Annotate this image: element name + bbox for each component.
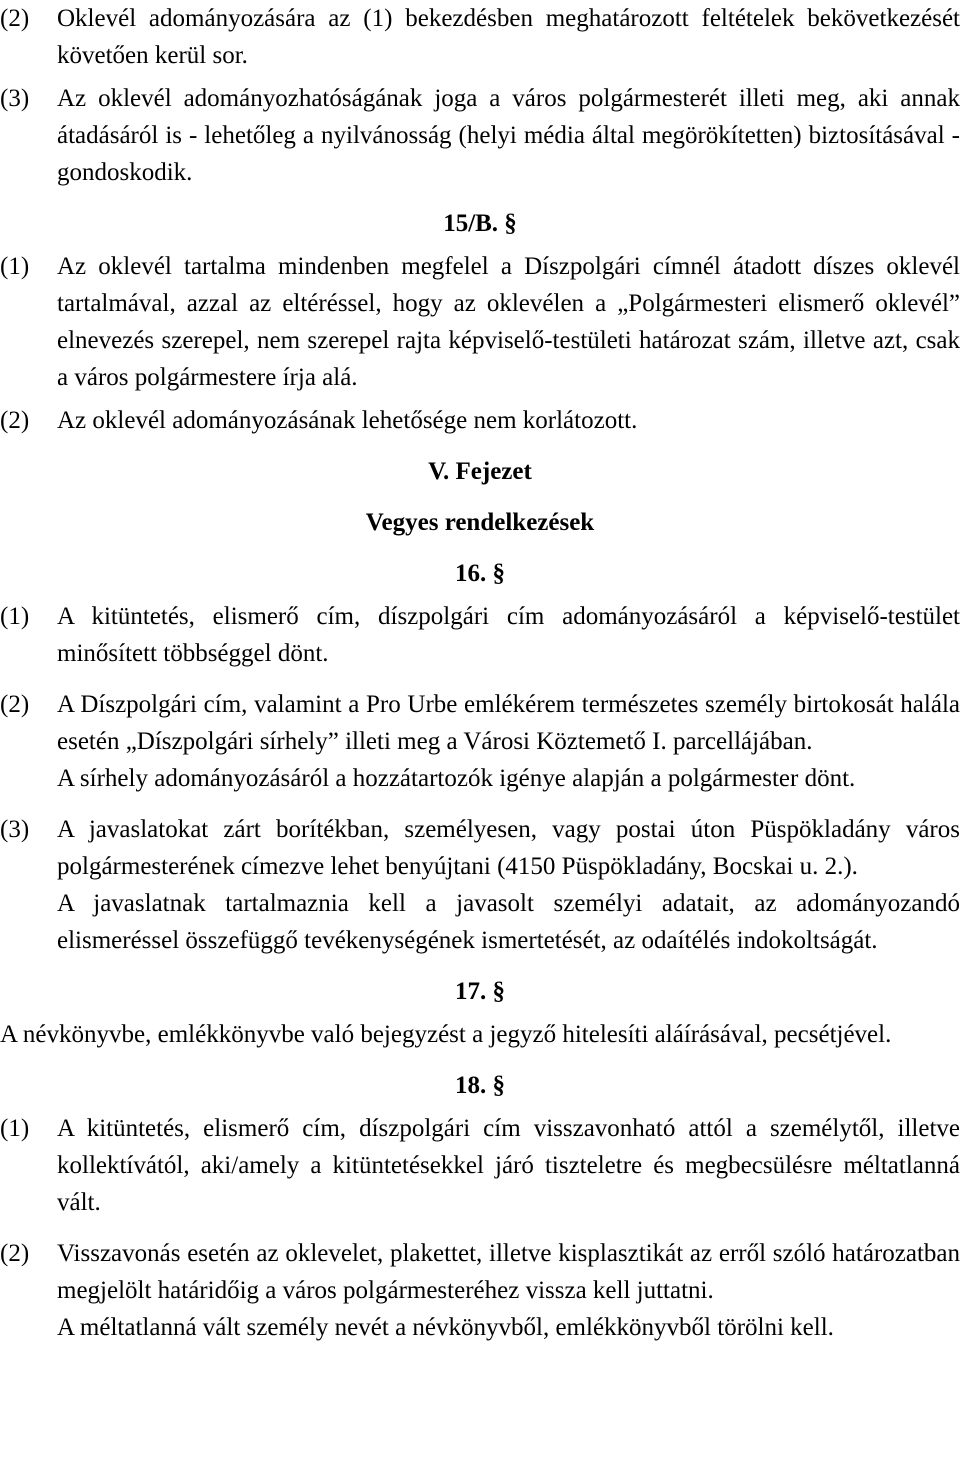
paragraph-text: A javaslatokat zárt borítékban, személyesen, vagy postai úton Püspökladány város polgármesterének címezve lehet benyújtani (4150 Püspökladány, Bocskai u. 2.).: [57, 816, 960, 880]
paragraph-number: (3): [0, 85, 30, 112]
paragraph-text-continued: A méltatlanná vált személy nevét a névkönyvből, emlékkönyvből törölni kell.: [57, 1314, 834, 1341]
paragraph-number: (2): [0, 1240, 30, 1267]
section-16-paragraph-3: [0, 811, 960, 959]
paragraph-text: A kitüntetés, elismerő cím, díszpolgári cím adományozásáról a képviselő-testület minősített többséggel dönt.: [57, 603, 960, 667]
section-17-text: A névkönyvbe, emlékkönyvbe való bejegyzést a jegyző hitelesíti aláírásával, pecsétjével.: [0, 1021, 892, 1048]
section-18-paragraph-1: [0, 1110, 960, 1221]
section-16-paragraph-2: [0, 686, 960, 797]
paragraph-text-continued: A sírhely adományozásáról a hozzátartozók igénye alapján a polgármester dönt.: [57, 765, 856, 792]
paragraph-number: (3): [0, 816, 30, 843]
paragraph-text: A kitüntetés, elismerő cím, díszpolgári cím visszavonható attól a személytől, illetve kollektívától, aki/amely a kitüntetésekkel járó tiszteletre és megbecsülésre méltatlanná vált.: [57, 1115, 960, 1216]
paragraph-number: (2): [0, 691, 30, 718]
paragraph-text: Az oklevél adományozásának lehetősége nem korlátozott.: [57, 407, 638, 434]
section-18-paragraph-2: [0, 1235, 960, 1346]
paragraph-number: (1): [0, 1115, 30, 1142]
section-title-15b: 15/B. §: [443, 210, 517, 237]
chapter-subtitle: Vegyes rendelkezések: [365, 509, 595, 536]
section-title-17: 17. §: [455, 978, 505, 1005]
paragraph-number: (2): [0, 407, 30, 434]
paragraph-2-top: [0, 0, 960, 74]
paragraph-text: Az oklevél adományozhatóságának joga a város polgármesterét illeti meg, aki annak átadásáról is - lehetőleg a nyilvánosság (helyi média által megörökítetten) biztosításával - gondoskodik.: [57, 85, 960, 186]
paragraph-number: (1): [0, 253, 30, 280]
paragraph-text: Az oklevél tartalma mindenben megfelel a Díszpolgári címnél átadott díszes oklevél tartalmával, azzal az eltéréssel, hogy az oklevélen a „Polgármesteri elismerő oklevél” elnevezés szerepel, nem szerepel rajta képviselő-testületi határozat szám, illetve azt, csak a város polgármestere írja alá.: [57, 253, 960, 391]
paragraph-text-continued: A javaslatnak tartalmaznia kell a javasolt személyi adatait, az adományozandó elismeréssel összefüggő tevékenységének ismertetését, az odaítélés indokoltságát.: [57, 890, 960, 954]
paragraph-3-top: [0, 80, 960, 191]
section-title-16: 16. §: [455, 560, 505, 587]
paragraph-text: Oklevél adományozására az (1) bekezdésben meghatározott feltételek bekövetkezését követően kerül sor.: [57, 5, 960, 69]
section-15b-paragraph-2: [0, 402, 960, 439]
paragraph-text: Visszavonás esetén az oklevelet, plakettet, illetve kisplasztikát az erről szóló határozatban megjelölt határidőig a város polgármesteréhez vissza kell juttatni.: [57, 1240, 960, 1304]
paragraph-number: (2): [0, 5, 30, 32]
section-title-18: 18. §: [455, 1072, 505, 1099]
paragraph-text: A Díszpolgári cím, valamint a Pro Urbe emlékérem természetes személy birtokosát halála esetén „Díszpolgári sírhely” illeti meg a Városi Köztemető I. parcellájában.: [57, 691, 960, 755]
chapter-title: V. Fejezet: [428, 458, 532, 485]
section-15b-paragraph-1: [0, 248, 960, 396]
section-16-paragraph-1: [0, 598, 960, 672]
paragraph-number: (1): [0, 603, 30, 630]
